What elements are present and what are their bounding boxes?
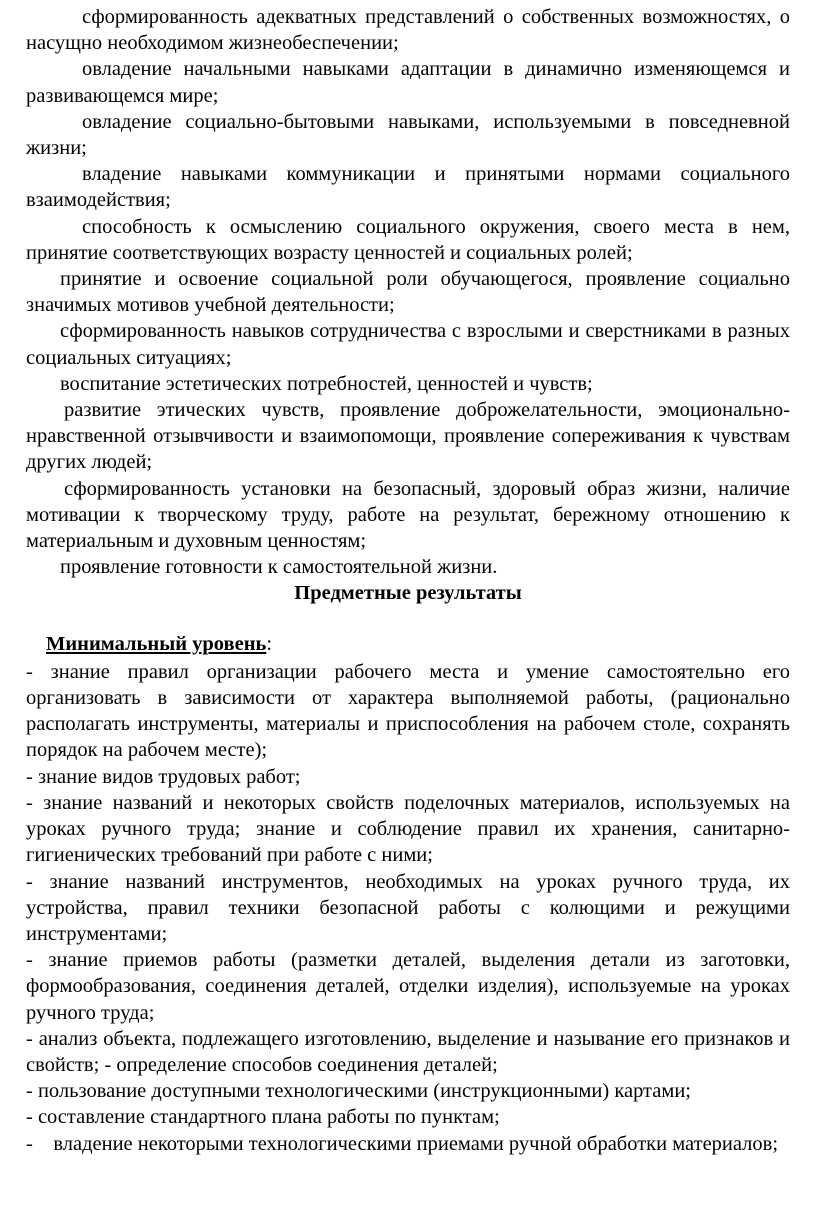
personal-result-item: способность к осмыслению социального окружения, своего места в нем, принятие соответствующих возрасту ценностей и социальных ролей; (26, 215, 790, 264)
subject-result-item: - знание приемов работы (разметки деталей, выделения детали из заготовки, формообразования, соединения деталей, отделки изделия), используемые на уроках ручного труда; (26, 949, 790, 1024)
level-colon: : (266, 632, 273, 655)
subject-result-item: - знание правил организации рабочего места и умение самостоятельно его организовать в зависимости от характера выполняемой работы, (рационально располагать инструменты, материалы и приспособления на рабочем столе, сохранять порядок на рабочем месте); (26, 660, 790, 762)
personal-result-item: овладение социально-бытовыми навыками, используемыми в повседневной жизни; (26, 110, 790, 160)
subject-result-item: - знание названий инструментов, необходимых на уроках ручного труда, их устройства, правил техники безопасной работы с колющими и режущими инструментами; (26, 870, 790, 945)
document-page (26, 4, 790, 1157)
personal-result-item: сформированность установки на безопасный, здоровый образ жизни, наличие мотивации к творческому труду, работе на результат, бережному отношению к материальным и духовным ценностям; (26, 477, 790, 553)
personal-result-item: проявление готовности к самостоятельной жизни. (60, 556, 498, 579)
subject-result-item: - знание названий и некоторых свойств поделочных материалов, используемых на уроках ручного труда; знание и соблюдение правил их хранения, санитарно-гигиенических требований при работе с ними; (26, 791, 790, 867)
subject-result-item: - владение некоторыми технологическими приемами ручной обработки материалов; (26, 1132, 779, 1155)
subject-results-list (26, 659, 790, 1157)
personal-result-item: принятие и освоение социальной роли обучающегося, проявление социально значимых мотивов учебной деятельности; (26, 268, 790, 317)
subject-result-item: - анализ объекта, подлежащего изготовлению, выделение и называние его признаков и свойств; - определение способов соединения деталей; (26, 1027, 790, 1076)
subject-result-item: - пользование доступными технологическими (инструкционными) картами; (26, 1080, 691, 1103)
personal-result-item: сформированность навыков сотрудничества с взрослыми и сверстниками в разных социальных ситуациях; (26, 320, 790, 369)
subject-result-item: - знание видов трудовых работ; (26, 765, 301, 788)
personal-result-item: сформированность адекватных представлений о собственных возможностях, о насущно необходимом жизнеобеспечении; (26, 6, 790, 55)
personal-result-item: развитие этических чувств, проявление доброжелательности, эмоционально-нравственной отзывчивости и взаимопомощи, проявление сопереживания к чувствам других людей; (26, 399, 790, 474)
level-title (26, 631, 790, 657)
section-heading: Предметные результаты (294, 582, 522, 605)
level-label: Минимальный уровень (46, 632, 267, 655)
subject-result-item: - составление стандартного плана работы по пунктам; (26, 1106, 500, 1129)
personal-results-list (26, 4, 790, 580)
personal-result-item: владение навыками коммуникации и принятыми нормами социального взаимодействия; (26, 163, 790, 212)
personal-result-item: воспитание эстетических потребностей, ценностей и чувств; (60, 372, 593, 395)
personal-result-item: овладение начальными навыками адаптации в динамично изменяющемся и развивающемся мире; (26, 58, 790, 107)
